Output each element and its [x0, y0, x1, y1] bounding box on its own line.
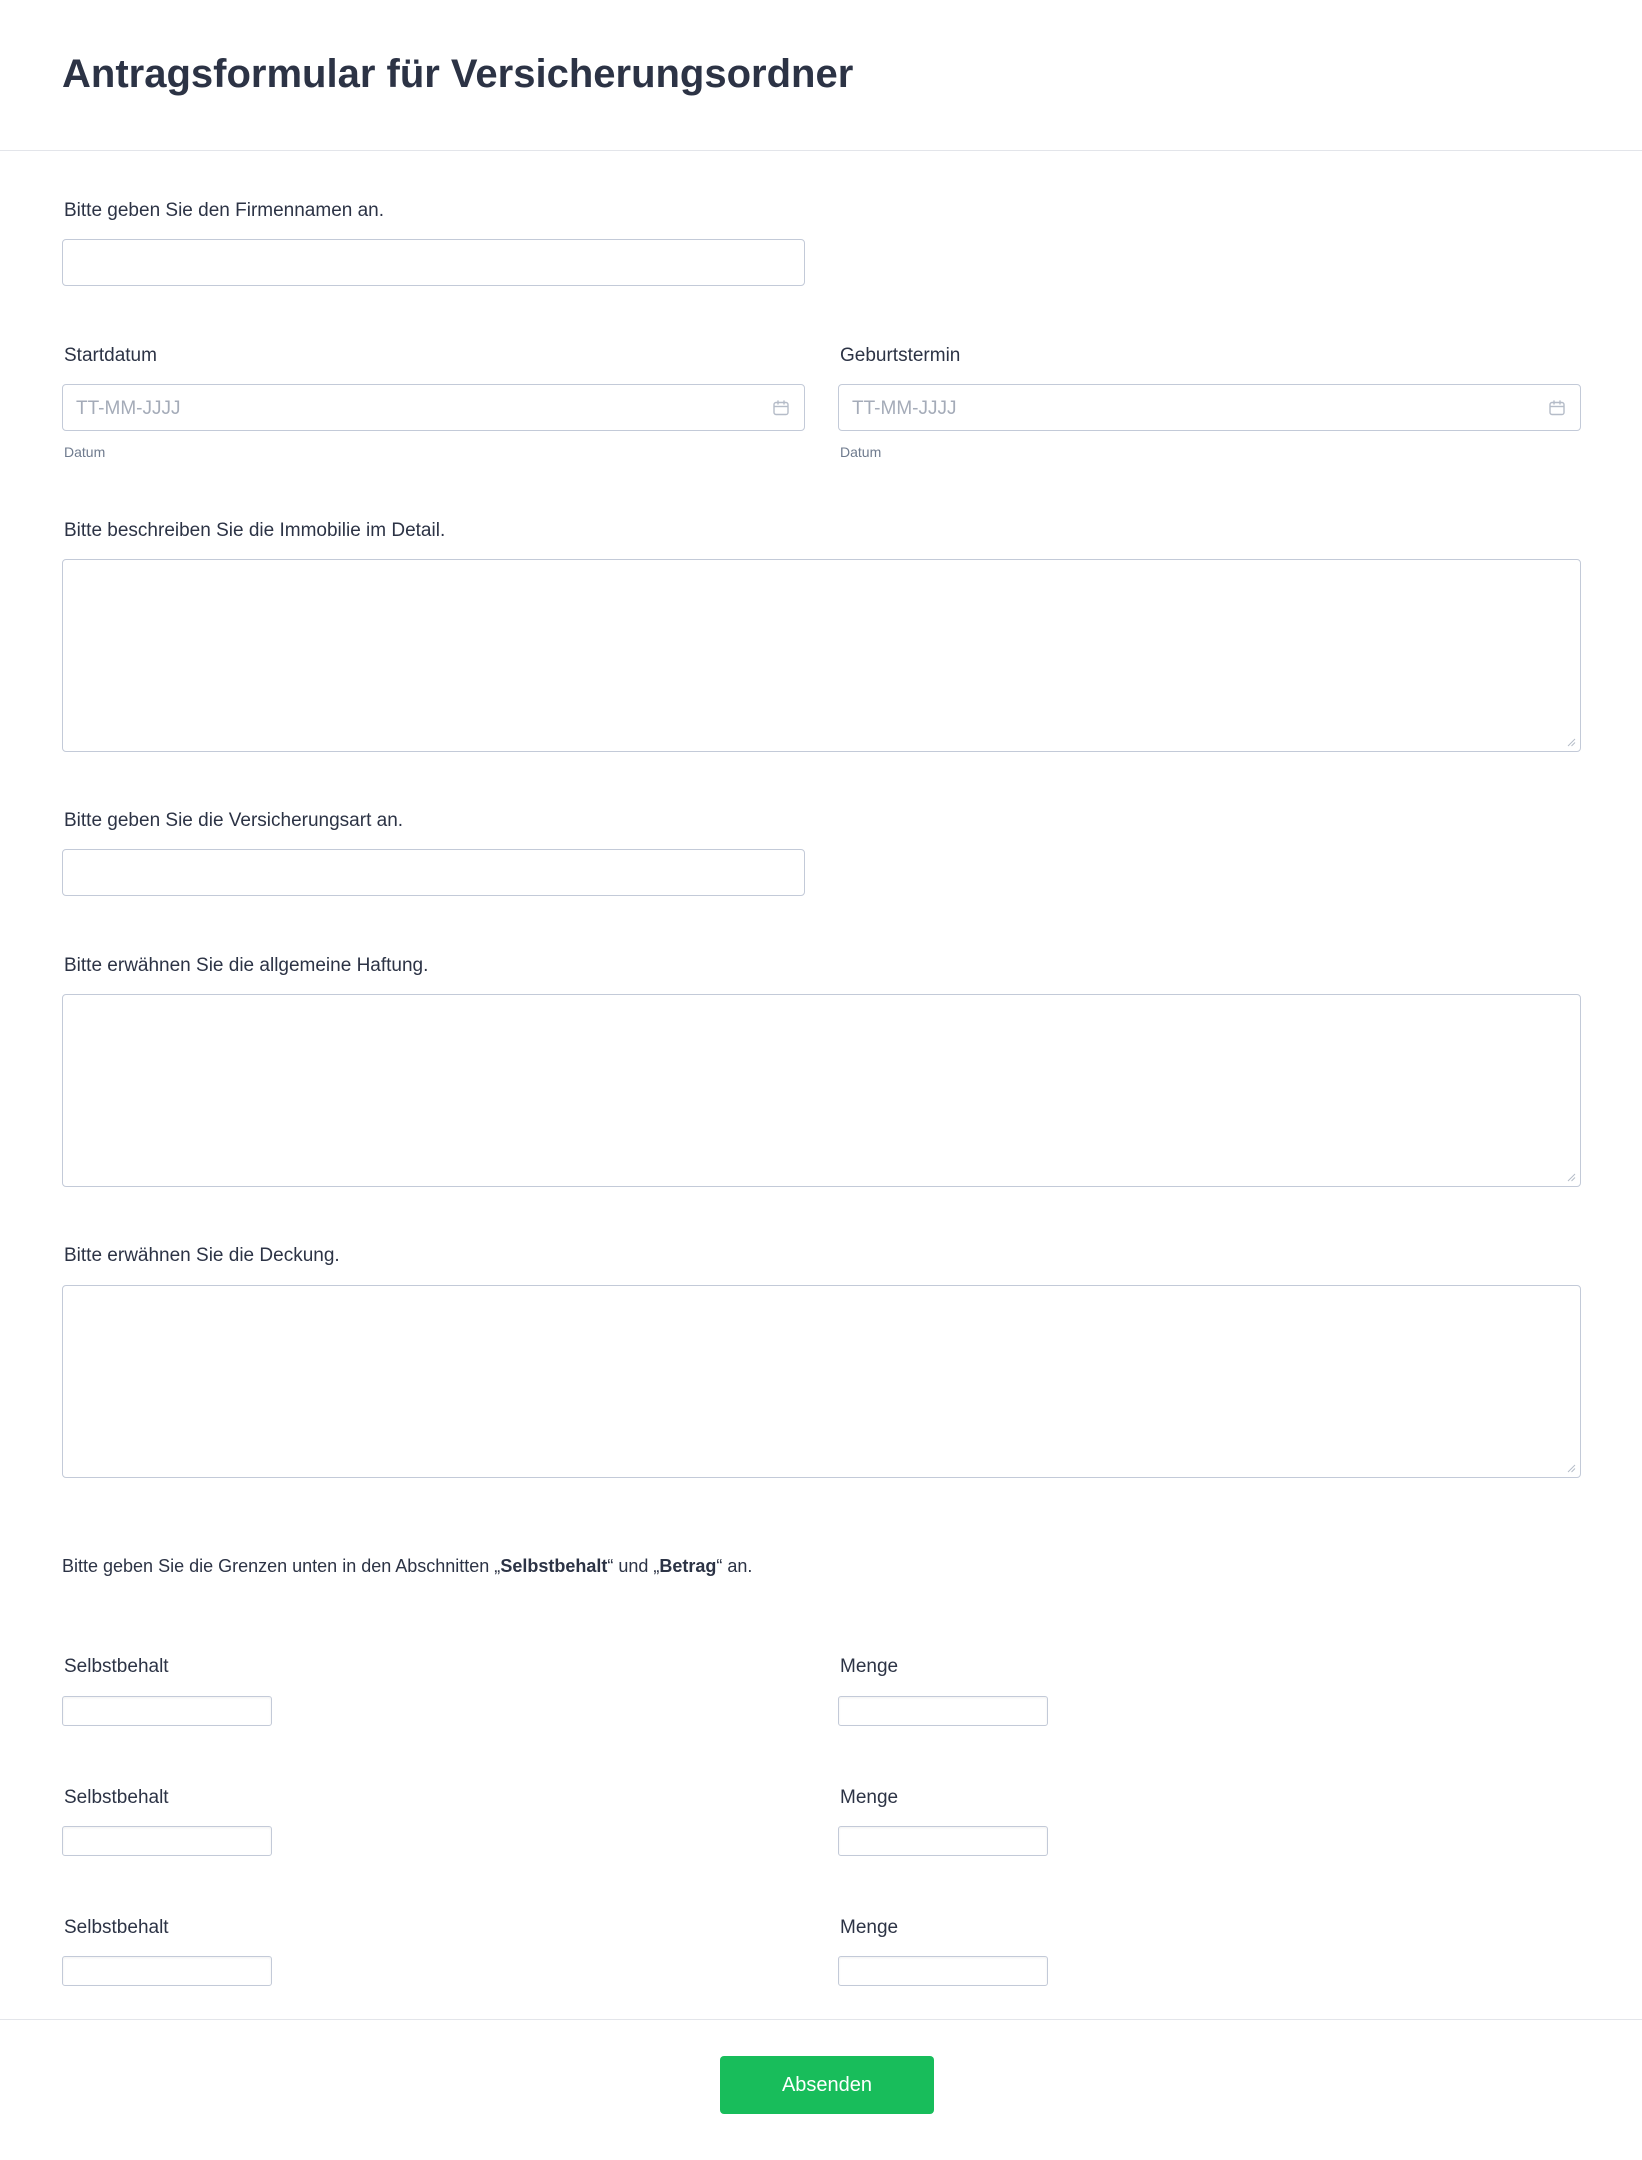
- resize-grip-icon[interactable]: [1566, 737, 1576, 747]
- deductible-label: Selbstbehalt: [64, 1787, 169, 1808]
- page-title: Antragsformular für Versicherungsordner: [62, 52, 854, 96]
- form-footer: [0, 2019, 1642, 2160]
- general-liability-textarea[interactable]: [62, 994, 1581, 1187]
- birth-date-label: Geburtstermin: [840, 345, 961, 366]
- amount-label: Menge: [840, 1787, 899, 1808]
- property-description-label: Bitte beschreiben Sie die Immobilie im Detail.: [64, 520, 446, 541]
- amount-input[interactable]: [838, 1696, 1048, 1726]
- amount-label: Menge: [840, 1656, 899, 1677]
- birth-date-input[interactable]: [838, 384, 1581, 431]
- limits-intro-middle: “ und „: [607, 1556, 660, 1576]
- start-date-sublabel: Datum: [64, 444, 106, 460]
- birth-date-sublabel: Datum: [840, 444, 882, 460]
- limits-intro-suffix: “ an.: [716, 1556, 753, 1576]
- amount-input[interactable]: [838, 1956, 1048, 1986]
- start-date-input[interactable]: [62, 384, 805, 431]
- limits-intro-prefix: Bitte geben Sie die Grenzen unten in den Abschnitten „: [62, 1556, 501, 1576]
- coverage-label: Bitte erwähnen Sie die Deckung.: [64, 1245, 340, 1266]
- coverage-textarea[interactable]: [62, 1285, 1581, 1478]
- company-name-label: Bitte geben Sie den Firmennamen an.: [64, 200, 385, 221]
- deductible-input[interactable]: [62, 1826, 272, 1856]
- calendar-icon[interactable]: [771, 398, 791, 418]
- amount-input[interactable]: [838, 1826, 1048, 1856]
- general-liability-label: Bitte erwähnen Sie die allgemeine Haftung.: [64, 955, 429, 976]
- limits-intro-deductible: Selbstbehalt: [500, 1556, 608, 1576]
- amount-label: Menge: [840, 1917, 899, 1938]
- limits-instructions: [62, 1556, 752, 1577]
- limits-intro-amount: Betrag: [659, 1556, 717, 1576]
- deductible-input[interactable]: [62, 1696, 272, 1726]
- insurance-type-input[interactable]: [62, 849, 805, 896]
- deductible-label: Selbstbehalt: [64, 1656, 169, 1677]
- submit-button[interactable]: Absenden: [720, 2056, 934, 2114]
- resize-grip-icon[interactable]: [1566, 1172, 1576, 1182]
- property-description-textarea[interactable]: [62, 559, 1581, 752]
- form-header: [0, 0, 1642, 151]
- deductible-label: Selbstbehalt: [64, 1917, 169, 1938]
- start-date-label: Startdatum: [64, 345, 157, 366]
- company-name-input[interactable]: [62, 239, 805, 286]
- birth-date-placeholder: TT-MM-JJJJ: [852, 398, 957, 419]
- start-date-placeholder: TT-MM-JJJJ: [76, 398, 181, 419]
- insurance-type-label: Bitte geben Sie die Versicherungsart an.: [64, 810, 404, 831]
- resize-grip-icon[interactable]: [1566, 1463, 1576, 1473]
- deductible-input[interactable]: [62, 1956, 272, 1986]
- calendar-icon[interactable]: [1547, 398, 1567, 418]
